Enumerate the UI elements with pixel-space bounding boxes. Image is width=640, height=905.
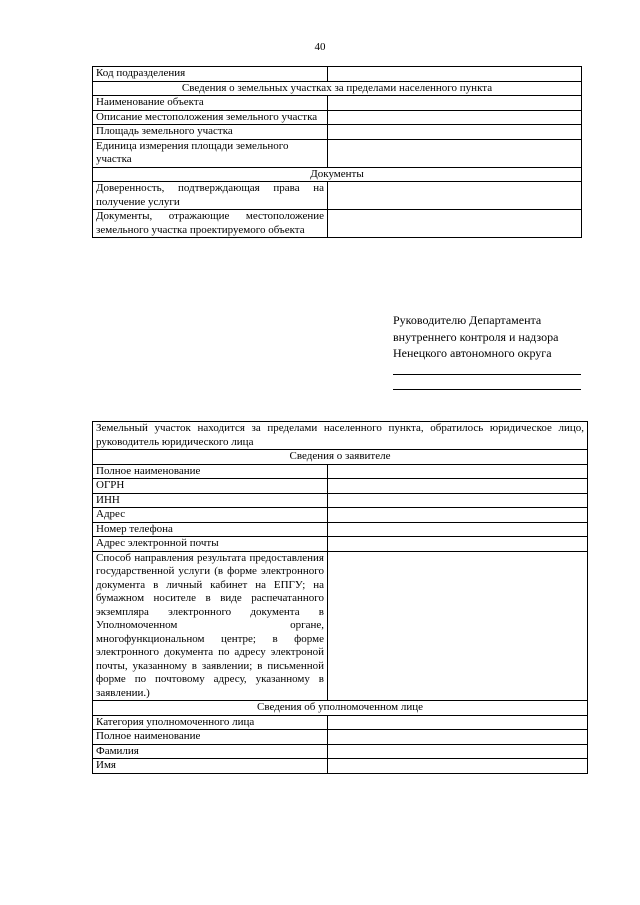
table-row (93, 730, 588, 745)
field-value[interactable] (328, 551, 588, 701)
table-heading: Земельный участок находится за пределами населенного пункта, обратилось юридическое лицо, руководитель юридического лица (93, 422, 588, 450)
field-value[interactable] (328, 210, 582, 238)
applicant-info-table (92, 421, 588, 774)
field-value[interactable] (328, 508, 588, 523)
table-row (93, 110, 582, 125)
field-label: Площадь земельного участка (93, 125, 328, 140)
field-label: Документы, отражающие местоположение земельного участка проектируемого объекта (93, 210, 328, 238)
table-row (93, 522, 588, 537)
field-value[interactable] (328, 96, 582, 111)
table-row (93, 759, 588, 774)
field-value[interactable] (328, 182, 582, 210)
table-row (93, 464, 588, 479)
field-label: Фамилия (93, 744, 328, 759)
field-value[interactable] (328, 730, 588, 745)
field-label: Способ направления результата предоставления государственной услуги (в форме электронного документа в личный кабинет на ЕПГУ; на бумажном носителе в виде распечатанного экземпляра электронного документа в Уполномоченном органе, многофункциональном центре; в форме электронного документа по адресу электроной почты, указанному в заявлении; в письменной форме по почтовому адресу, указанному в заявлении.) (93, 551, 328, 701)
table-row (93, 96, 582, 111)
table-row (93, 493, 588, 508)
section-header: Документы (93, 167, 582, 182)
section-header: Сведения об уполномоченном лице (93, 701, 588, 716)
field-label: Категория уполномоченного лица (93, 715, 328, 730)
field-value[interactable] (328, 522, 588, 537)
field-label: Полное наименование (93, 730, 328, 745)
table-row (93, 508, 588, 523)
table-section-row (93, 701, 588, 716)
field-label: ИНН (93, 493, 328, 508)
field-label: Полное наименование (93, 464, 328, 479)
table-row (93, 210, 582, 238)
field-label: Наименование объекта (93, 96, 328, 111)
table-row (93, 139, 582, 167)
table-section-row (93, 167, 582, 182)
field-value[interactable] (328, 464, 588, 479)
field-label: ОГРН (93, 479, 328, 494)
table-row (93, 125, 582, 140)
field-value[interactable] (328, 110, 582, 125)
field-value[interactable] (328, 744, 588, 759)
table-section-row (93, 81, 582, 96)
table-section-row (93, 450, 588, 465)
field-value[interactable] (328, 493, 588, 508)
land-plot-info-table (92, 66, 582, 238)
addressee-line: внутреннего контроля и надзора (393, 329, 559, 344)
section-header: Сведения о заявителе (93, 450, 588, 465)
table-row (93, 551, 588, 701)
field-value[interactable] (328, 537, 588, 552)
field-value[interactable] (328, 759, 588, 774)
table-heading-row (93, 422, 588, 450)
field-label: Доверенность, подтверждающая права на получение услуги (93, 182, 328, 210)
field-value[interactable] (328, 139, 582, 167)
addressee-line: Ненецкого автономного округа (393, 346, 552, 360)
field-label: Адрес (93, 508, 328, 523)
table-row (93, 479, 588, 494)
addressee-line: Руководителю Департамента (393, 313, 542, 327)
field-value[interactable] (328, 125, 582, 140)
field-value[interactable] (328, 67, 582, 82)
page-number: 40 (314, 41, 326, 53)
field-value[interactable] (328, 715, 588, 730)
addressee-blank-line[interactable] (393, 374, 581, 375)
field-label: Номер телефона (93, 522, 328, 537)
addressee-block (393, 312, 593, 362)
field-label: Описание местоположения земельного участка (93, 110, 328, 125)
table-row (93, 537, 588, 552)
field-label: Код подразделения (93, 67, 328, 82)
field-label: Имя (93, 759, 328, 774)
table-row (93, 715, 588, 730)
table-row (93, 744, 588, 759)
table-row (93, 67, 582, 82)
field-label: Единица измерения площади земельного участка (93, 139, 328, 167)
addressee-blank-line[interactable] (393, 389, 581, 390)
table-row (93, 182, 582, 210)
field-value[interactable] (328, 479, 588, 494)
field-label: Адрес электронной почты (93, 537, 328, 552)
section-header: Сведения о земельных участках за пределами населенного пункта (93, 81, 582, 96)
